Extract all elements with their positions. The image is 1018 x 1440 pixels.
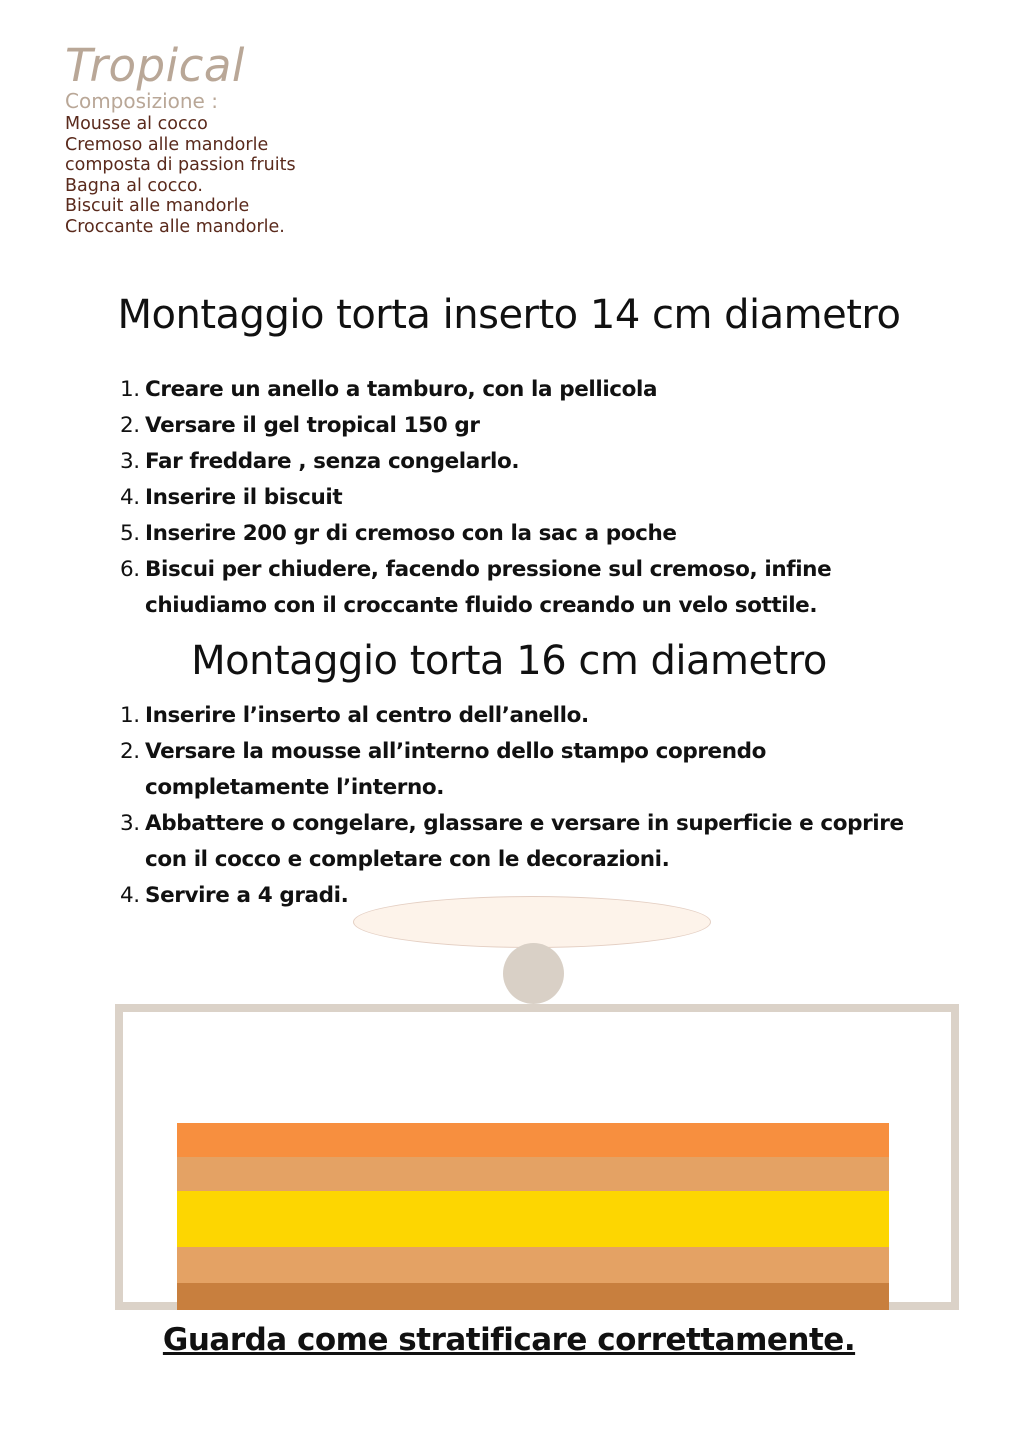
step-text: Inserire 200 gr di cremoso con la sac a poche — [145, 521, 677, 546]
composition-item: Mousse al cocco — [65, 114, 208, 134]
section-title-insert: Montaggio torta inserto 14 cm diametro — [117, 292, 901, 338]
layer-almond — [177, 1157, 889, 1191]
layering-guide-link[interactable]: Guarda come stratificare correttamente. — [162, 1322, 856, 1358]
step-item — [120, 408, 950, 444]
step-item — [120, 480, 950, 516]
step-text: Servire a 4 gradi. — [145, 883, 349, 908]
composition-item: Croccante alle mandorle. — [65, 216, 285, 237]
step-text: Inserire il biscuit — [145, 485, 343, 510]
step-item — [120, 698, 950, 734]
step-number: 2. — [120, 739, 140, 764]
step-number: 4. — [120, 883, 140, 908]
composition-subtitle: Composizione : — [65, 89, 218, 113]
step-number: 1. — [120, 703, 140, 728]
step-text: Abbattere o congelare, glassare e versare in superficie e coprire con il cocco e completare con le decorazioni. — [145, 811, 904, 872]
recipe-title: Tropical — [65, 39, 245, 92]
step-item — [120, 444, 950, 480]
cake-steps-list — [120, 698, 950, 914]
step-text: Biscui per chiudere, facendo pressione sul cremoso, infine chiudiamo con il croccante fluido creando un velo sottile. — [145, 557, 832, 618]
step-item — [120, 372, 950, 408]
step-item — [120, 878, 950, 914]
section-title-cake: Montaggio torta 16 cm diametro — [191, 638, 827, 684]
composition-item: Cremoso alle mandorle — [65, 134, 269, 155]
step-number: 4. — [120, 485, 140, 510]
composition-item: composta di passion fruits — [65, 155, 296, 175]
step-number: 5. — [120, 521, 140, 546]
step-text: Far freddare , senza congelarlo. — [145, 449, 520, 474]
composition-item: Bagna al cocco. — [65, 175, 203, 196]
step-item — [120, 734, 950, 806]
layer-almond — [177, 1247, 889, 1283]
step-item — [120, 516, 950, 552]
recipe-header — [65, 40, 296, 237]
layer-brown — [177, 1283, 889, 1310]
step-item — [120, 552, 950, 624]
step-text: Versare il gel tropical 150 gr — [145, 413, 480, 438]
cake-stand-knob — [503, 943, 564, 1004]
step-number: 3. — [120, 811, 140, 836]
composition-item: Biscuit alle mandorle — [65, 196, 250, 216]
step-number: 6. — [120, 557, 140, 582]
step-number: 3. — [120, 449, 140, 474]
step-number: 2. — [120, 413, 140, 438]
insert-steps-list — [120, 372, 950, 624]
step-text: Creare un anello a tamburo, con la pellicola — [145, 377, 658, 402]
cake-ring-mold — [115, 1004, 959, 1310]
step-text: Versare la mousse all’interno dello stampo coprendo completamente l’interno. — [145, 739, 766, 800]
cake-layer-stack — [177, 1123, 889, 1310]
layer-orange — [177, 1123, 889, 1157]
step-text: Inserire l’inserto al centro dell’anello. — [145, 703, 589, 728]
composition-list — [65, 114, 296, 237]
layer-yellow — [177, 1191, 889, 1247]
step-number: 1. — [120, 377, 140, 402]
step-item — [120, 806, 950, 878]
